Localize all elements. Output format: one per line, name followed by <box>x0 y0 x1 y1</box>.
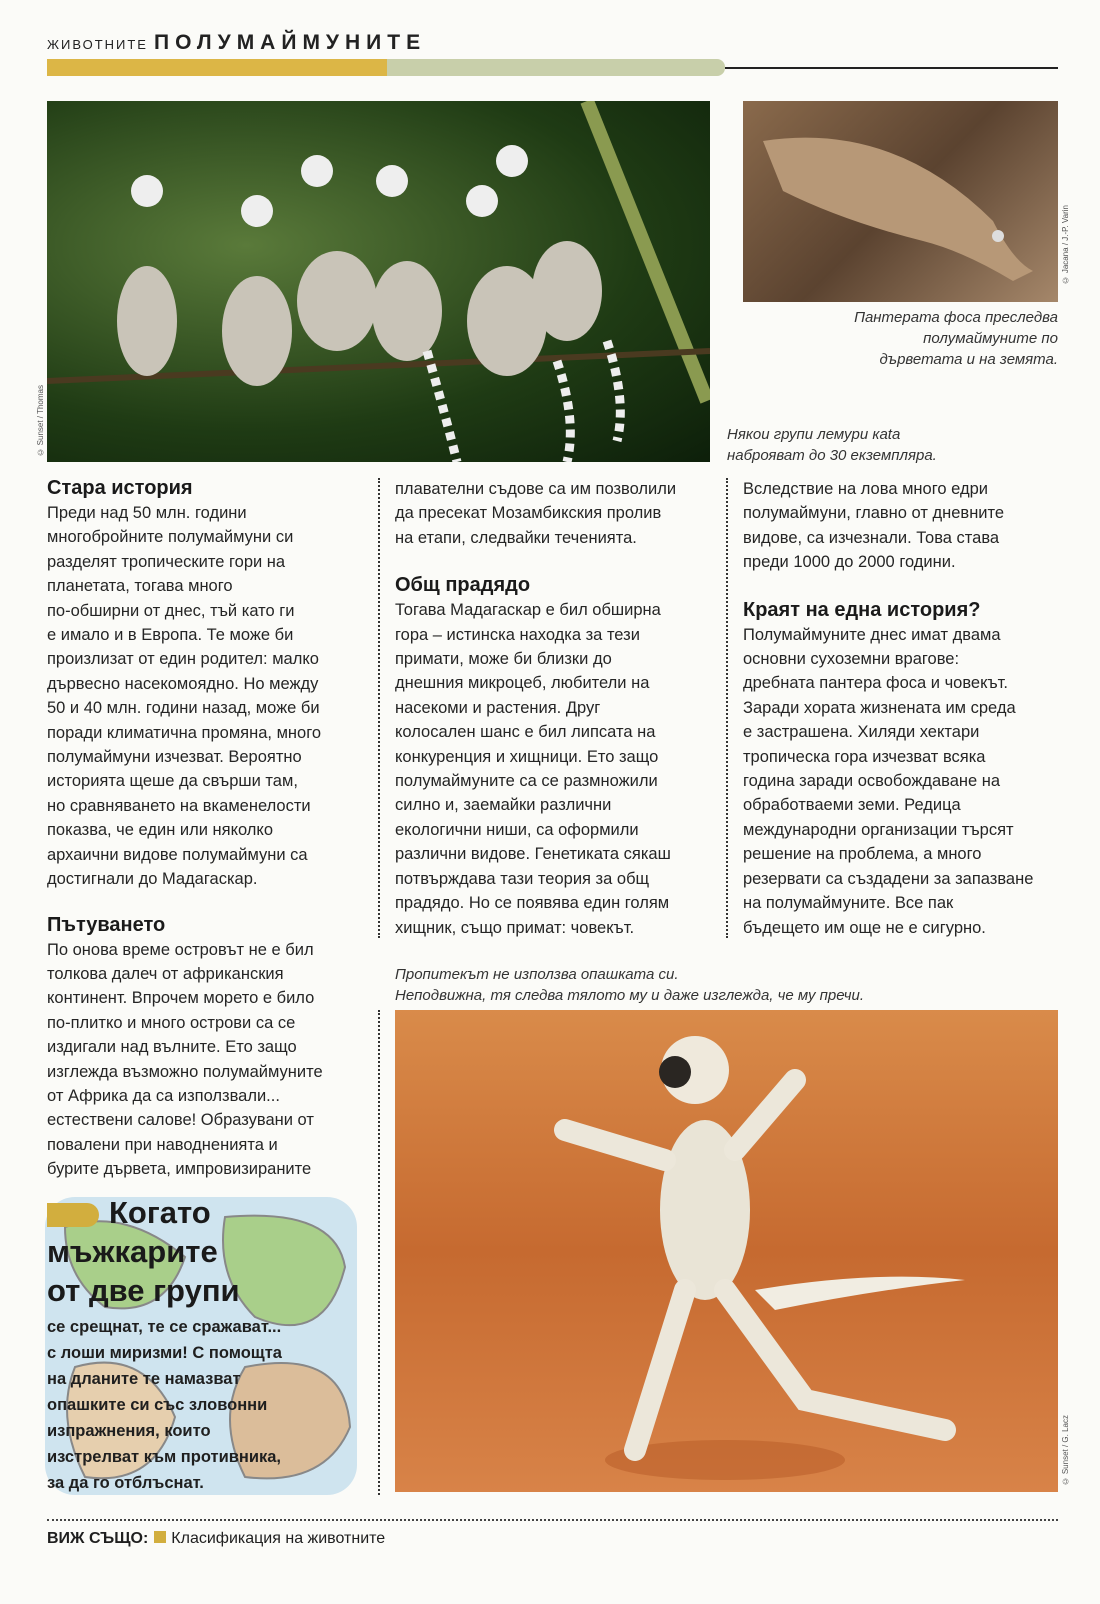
section-heading: Стара история <box>47 477 193 499</box>
square-bullet-icon <box>154 1531 166 1543</box>
footer <box>47 1530 385 1548</box>
section-text: Полумаймуните днес имат двама основни сухоземни врагове: дребната пантера фоса и човекът. Заради хората жизнената им среда е застрашена. Хиляди хектари тропическа гора изчезват всяка година заради освобождаване на обработваеми земи. Редица международни организации търсят решение на проблема, а много резервати са създадени за запазване на полумаймуните. Все пак бъдещето им още не е сигурно. <box>743 625 1034 937</box>
section-text: плавателни съдове са им позволили да пресекат Мозамбикския пролив на етапи, следвайки теченията. <box>395 480 677 547</box>
box-text: се срещнат, те се сражават... с лоши миризми! С помощта на дланите те намазват опашките си със зловонни изпражнения, които изстрелват към противника, за да го отблъснат. <box>47 1318 282 1492</box>
see-also-label: ВИЖ СЪЩО: <box>47 1530 149 1547</box>
section-text: Вследствие на лова много едри полумаймуни, главно от дневните видове, са изчезнали. Това става преди 1000 до 2000 години. <box>743 480 1005 572</box>
photo-credit: © Sunset / Thomas <box>36 385 45 457</box>
footer-divider <box>47 1519 1058 1521</box>
sifaka-illustration <box>395 1010 1058 1492</box>
see-also-link[interactable]: Класификация на животните <box>171 1530 386 1547</box>
section-text: Тогава Мадагаскар е бил обширна гора – истинска находка за тези примати, може би близки до днешния микроцеб, любители на насекоми и растения. Друг колосален шанс е бил липсата на конкуренция и хищници. Ето защо полумаймуните са се размножили силно и, заемайки различни екологични ниши, са оформили различни видове. Генетиката сякаш потвърждава тази теория за общ прадядо. Но се появява един голям хищник, също примат: човекът. <box>395 601 671 937</box>
column-3 <box>743 477 1073 940</box>
box-title-text: Когато мъжкарите от две групи <box>47 1195 240 1308</box>
sifaka-caption: Пропитекът не използва опашката си. Неподвижна, тя следва тялото му и даже изглежда, че му пречи. <box>395 966 865 1004</box>
box-marker-icon <box>47 1203 99 1227</box>
section-text: Преди над 50 млн. години многобройните полумаймуни си разделят тропическите гори на планетата, тогава много по-обширни от днес, тъй като ги е имало и в Европа. Те може би произлизат от един родител: малко дървесно насекомоядно. Но между 50 и 40 млн. години назад, може би поради климатична промяна, много полумаймуни изчезват. Вероятно историята щеше да свърши там, но сравняването на вкаменелости показва, че един или няколко архаични видове полумаймуни са достигнали до Мадагаскар. <box>47 504 322 889</box>
photo-credit: © Jacana / J.-P. Varin <box>1061 205 1070 285</box>
section-text: По онова време островът не е бил толкова далеч от африканския континент. Впрочем морето е било по-плитко и много острови са се издигали над вълните. Ето защо изглежда възможно полумаймуните от Африка да са използвали... естествени салове! Образувани от повалени при наводненията и бурите дървета, импровизираните <box>47 940 323 1179</box>
page-title: ПОЛУМАЙМУНИТЕ <box>153 31 427 54</box>
lemurs-photo <box>47 101 710 462</box>
fossa-photo <box>743 101 1058 302</box>
section-heading: Пътуването <box>47 913 166 936</box>
fossa-caption: Пантерата фоса преследва полумаймуните по дърветата и на земята. <box>854 309 1058 368</box>
column-divider <box>726 478 728 938</box>
page-header <box>47 31 426 55</box>
header-bar-green <box>387 59 725 76</box>
sifaka-photo <box>395 1010 1058 1492</box>
column-divider <box>378 478 380 938</box>
column-1 <box>47 475 367 1182</box>
header-rule <box>725 67 1058 69</box>
column-2 <box>395 477 715 940</box>
header-bar-yellow <box>47 59 387 76</box>
fossa-illustration <box>743 101 1058 302</box>
section-heading: Общ прадядо <box>395 574 531 597</box>
section-label: ЖИВОТНИТЕ <box>47 37 148 52</box>
section-heading: Краят на една история? <box>743 598 981 621</box>
photo-credit: © Sunset / G. Lacz <box>1061 1415 1070 1486</box>
column-divider <box>378 1010 380 1495</box>
lemurs-caption: Някои групи лемури кata наброяват до 30 екземпляра. <box>727 426 937 464</box>
box-title <box>47 1193 240 1310</box>
lemurs-illustration <box>47 101 710 462</box>
